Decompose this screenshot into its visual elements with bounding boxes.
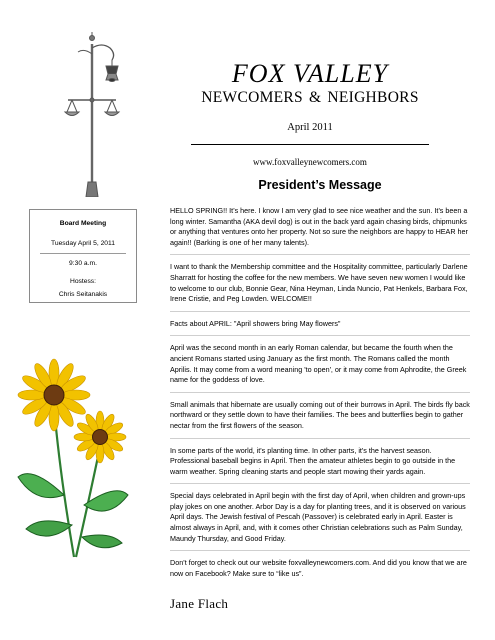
issue-date: April 2011 bbox=[287, 122, 333, 133]
hostess-label: Hostess: bbox=[69, 278, 96, 285]
subtitle-newcomers: NEWCOMERS bbox=[201, 89, 303, 106]
presidents-message-body bbox=[170, 206, 470, 592]
message-paragraph: I want to thank the Membership committee and the Hospitality committee, particularly Darlene Sharratt for hosting the coffee for the new members. We have seven new women I would like to welcome to our club, Bonnie Gear, Nina Heyman, Linda Nuncio, Pat Henkels, Barbara Fox, Irene Cristie, and Peg Lowden. WELCOME!! bbox=[170, 262, 470, 311]
newsletter-title: FOX VALLEY bbox=[231, 59, 389, 88]
board-meeting-box bbox=[29, 209, 137, 303]
message-paragraph: April was the second month in an early Roman calendar, but became the fourth when the ancient Romans started using January as the first month. The Romans called the month Aprilis. It may come from a word meaning 'to open', or it may come from Aphrodite, the Greek name for the goddess of love. bbox=[170, 343, 470, 392]
sunflowers-illustration bbox=[12, 345, 130, 560]
message-paragraph: Special days celebrated in April begin with the first day of April, when children and grown-ups play jokes on one another. Arbor Day is a day for planting trees, and it is observed on various April days. The Jewish festival of Pescah (Passover) is celebrated early in April. Easter is almost always in April, and, with it comes other Christian celebrations such as Palm Sunday, Maundy Thursday, and Good Friday. bbox=[170, 491, 470, 551]
hostess-name: Chris Seitanakis bbox=[58, 291, 108, 298]
section-title: President’s Message bbox=[258, 178, 382, 192]
masthead bbox=[160, 60, 460, 167]
message-paragraph: In some parts of the world, it's planting time. In other parts, it's the harvest season. Professional baseball begins in April. Then the amateur athletes begin to go outside in the warm weather. Spring cleaning starts and people start mowing their yards again. bbox=[170, 446, 470, 485]
newsletter-subtitle bbox=[160, 88, 460, 108]
signature: Jane Flach bbox=[170, 596, 229, 611]
board-meeting-time: 9:30 a.m. bbox=[69, 260, 97, 267]
board-meeting-date: Tuesday April 5, 2011 bbox=[51, 240, 115, 247]
website-url: www.foxvalleynewcomers.com bbox=[253, 157, 367, 167]
message-paragraph: HELLO SPRING!! It’s here. I know I am very glad to see nice weather and the sun. It’s been a long winter. Samantha (AKA devil dog) is out in the back yard again chasing birds, chipmunks or anything that ventures onto her property. Not so sure the neighbors are happy to HEAR her again!! (Barking is one of her many talents). bbox=[170, 206, 470, 255]
board-meeting-divider bbox=[40, 253, 126, 254]
message-paragraph: Facts about APRIL: "April showers bring May flowers" bbox=[170, 319, 470, 337]
board-meeting-heading: Board Meeting bbox=[59, 220, 107, 227]
lamp-post-illustration bbox=[62, 22, 150, 197]
subtitle-ampersand: & bbox=[308, 89, 322, 106]
message-paragraph: Don’t forget to check out our website foxvalleynewcomers.com. And did you know that we are now on Facebook? Make sure to “like us”. bbox=[170, 558, 467, 578]
masthead-divider bbox=[191, 144, 429, 145]
message-paragraph: Small animals that hibernate are usually coming out of their burrows in April. The birds fly back northward or they settle down to have their families. The bees and butterflies begin to gather nectar from the first flowers of the season. bbox=[170, 400, 470, 439]
subtitle-neighbors: NEIGHBORS bbox=[327, 89, 419, 106]
